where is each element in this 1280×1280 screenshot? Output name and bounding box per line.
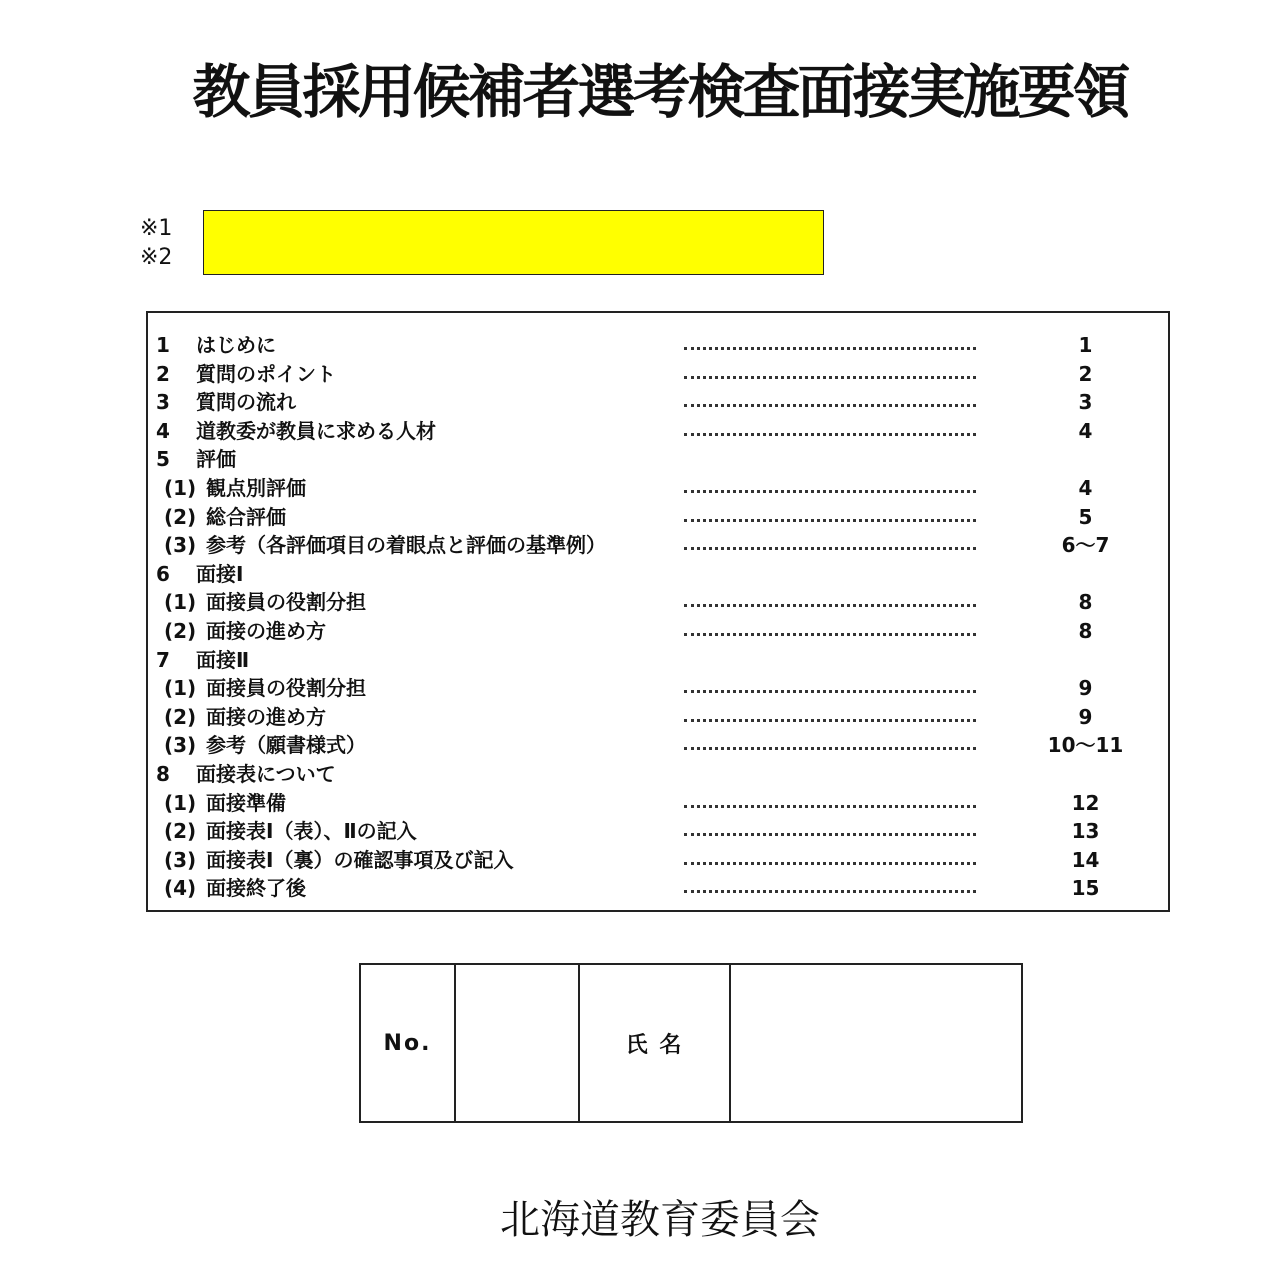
toc-entry-leader-dots [684,376,976,379]
toc-entry-label: 参考（願書様式） [206,733,366,758]
toc-entry-leader-dots [684,519,976,522]
toc-entry [148,560,1168,588]
toc-entry [148,503,1168,531]
toc-entry-label: 面接準備 [206,790,286,815]
organization-name: 北海道教育委員会 [500,1197,820,1243]
toc-entry-number: (3) [164,533,197,558]
toc-entry-leader-dots [684,719,976,722]
toc-entry-label: 質問の流れ [196,390,296,415]
toc-entry [148,588,1168,616]
toc-entry-label: 面接表Ⅰ（表）、Ⅱの記入 [206,819,417,844]
toc-entry-leader-dots [684,347,976,350]
toc-entry-number: 4 [156,418,170,443]
toc-entry-page: 13 [1071,819,1100,844]
toc-entry-label: 面接Ⅰ [196,561,244,586]
toc-entry-leader-dots [684,890,976,893]
toc-entry [148,817,1168,845]
toc-entry-number: 1 [156,333,170,357]
toc-entry-label: 面接Ⅱ [196,647,250,672]
toc-entry [148,531,1168,559]
toc-entry-page: 14 [1071,847,1100,872]
note-marker-1: ※1 [140,216,173,241]
no-value-field[interactable] [456,965,580,1121]
toc-entry-page: 8 [1078,619,1093,643]
toc-entry-number: (1) [164,676,197,701]
notes-markers [140,214,172,272]
toc-entry-label: 面接表Ⅰ（裏）の確認事項及び記入 [206,847,514,872]
toc-entry [148,360,1168,388]
toc-entry-leader-dots [684,633,976,636]
toc-entry-leader-dots [684,433,976,436]
name-label-cell: 氏 名 [580,965,731,1121]
toc-entry-page: 12 [1071,790,1100,815]
toc-entry-label: 面接の進め方 [206,619,326,643]
toc-entry [148,846,1168,874]
toc-entry [148,789,1168,817]
toc-entry-page: 15 [1071,876,1100,901]
toc-entry-leader-dots [684,747,976,750]
toc-entry-number: (1) [164,590,197,615]
toc-entry-number: (1) [164,790,197,815]
toc-entry [148,703,1168,731]
toc-entry-number: 8 [156,762,170,786]
toc-entry-number: (4) [164,876,197,901]
toc-entry [148,417,1168,445]
toc-entry [148,474,1168,502]
toc-entry-number: (3) [164,847,197,872]
toc-entry-page: 4 [1078,418,1093,443]
toc-entry-page: 9 [1078,676,1093,701]
toc-entry-label: 面接表について [196,762,336,786]
no-label-cell: No. [361,965,456,1121]
toc-entry-number: 6 [156,561,170,586]
toc-entry-leader-dots [684,604,976,607]
toc-entry-label: 面接終了後 [206,876,306,901]
toc-entry-leader-dots [684,862,976,865]
toc-entry-number: (3) [164,733,197,758]
toc-entry-page: 9 [1078,704,1093,729]
toc-entry-label: 総合評価 [206,504,286,529]
toc-entry-number: 3 [156,390,170,415]
toc-entry-page: 3 [1078,390,1093,415]
toc-entry-number: (2) [164,619,197,643]
document-title: 教員採用候補者選考検査面接実施要領 [192,58,1128,126]
toc-entry-label: 面接の進め方 [206,704,326,729]
toc-entry [148,331,1168,359]
toc-entry-page: 4 [1078,476,1093,500]
toc-entry-label: 観点別評価 [206,476,306,500]
toc-entry-leader-dots [684,805,976,808]
toc-entry-page: 10～11 [1047,733,1124,758]
toc-entry-label: 面接員の役割分担 [206,676,366,701]
toc-entry [148,445,1168,473]
toc-entry-leader-dots [684,690,976,693]
toc-entry-leader-dots [684,833,976,836]
toc-entry [148,617,1168,645]
toc-entry-label: 道教委が教員に求める人材 [196,418,436,443]
toc-entry [148,388,1168,416]
toc-entry [148,760,1168,788]
toc-entry-number: (2) [164,504,197,529]
toc-entry-number: (1) [164,476,197,500]
toc-entry-number: (2) [164,819,197,844]
toc-entry-leader-dots [684,490,976,493]
toc-entry-label: 評価 [196,447,236,472]
table-of-contents [146,311,1170,912]
toc-entry-page: 1 [1078,333,1093,357]
name-value-field[interactable] [731,965,1021,1121]
toc-entry-page: 6～7 [1061,533,1110,558]
toc-entry [148,731,1168,759]
toc-entry [148,674,1168,702]
toc-entry-page: 2 [1078,361,1093,386]
toc-entry-label: 参考（各評価項目の着眼点と評価の基準例） [206,533,606,558]
toc-entry-leader-dots [684,404,976,407]
toc-entry-page: 8 [1078,590,1093,615]
toc-entry-label: 面接員の役割分担 [206,590,366,615]
toc-entry-number: 2 [156,361,170,386]
toc-entry-label: はじめに [196,333,276,357]
note-marker-2: ※2 [140,245,173,270]
toc-entry [148,646,1168,674]
toc-entry-number: 7 [156,647,170,672]
toc-entry-number: (2) [164,704,197,729]
highlighted-redaction-box [203,210,824,275]
toc-entry-label: 質問のポイント [196,361,336,386]
examinee-id-table [359,963,1023,1123]
toc-entry [148,874,1168,902]
toc-entry-number: 5 [156,447,170,472]
toc-entry-leader-dots [684,547,976,550]
toc-entry-page: 5 [1078,504,1093,529]
